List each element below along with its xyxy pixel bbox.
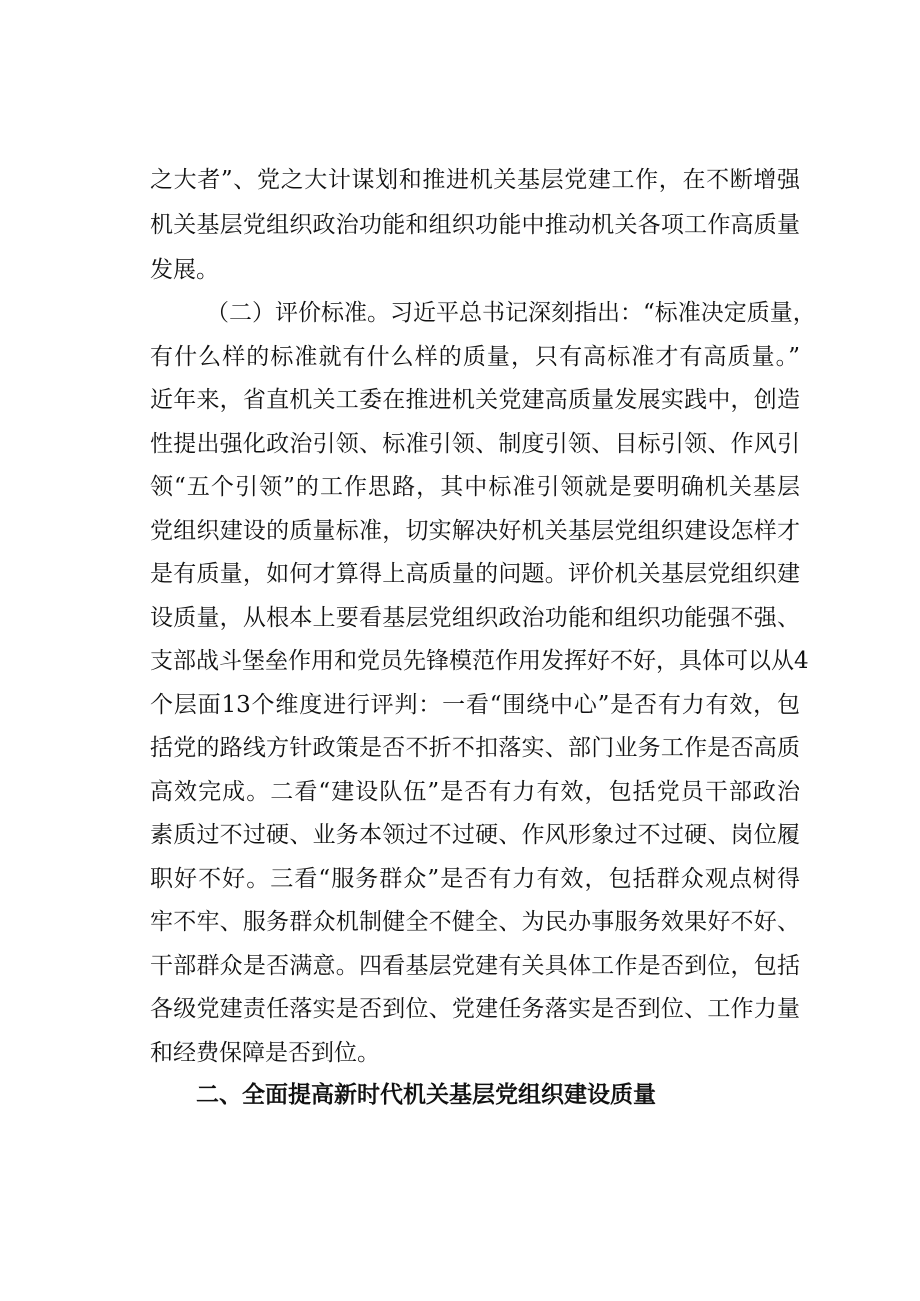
para1-line-2: 机关基层党组织政治功能和组织功能中推动机关各项工作高质量 bbox=[150, 212, 800, 238]
para2-line-3: 近年来，省直机关工委在推进机关党建高质量发展实践中，创造 bbox=[150, 387, 800, 413]
para2-line-4: 性提出强化政治引领、标准引领、制度引领、目标引领、作风引 bbox=[150, 431, 800, 457]
para2-line-1: （二）评价标准。习近平总书记深刻指出：“标准决定质量， bbox=[206, 300, 816, 326]
para1-line-3: 发展。 bbox=[150, 257, 219, 283]
para2-line-7: 是有质量，如何才算得上高质量的问题。评价机关基层党组织建 bbox=[150, 561, 800, 587]
para2-line-10: 个层面13个维度进行评判：一看“围绕中心”是否有力有效，包 bbox=[150, 692, 800, 718]
para2-line-6: 党组织建设的质量标准，切实解决好机关基层党组织建设怎样才 bbox=[150, 518, 800, 544]
para2-line-2: 有什么样的标准就有什么样的质量，只有高标准才有高质量。” bbox=[150, 344, 800, 370]
para2-line-9: 支部战斗堡垒作用和党员先锋模范作用发挥好不好，具体可以从4 bbox=[150, 648, 809, 674]
para2-line-16: 干部群众是否满意。四看基层党建有关具体工作是否到位，包括 bbox=[150, 953, 800, 979]
para2-line-14: 职好不好。三看“服务群众”是否有力有效，包括群众观点树得 bbox=[150, 866, 800, 892]
para1-line-1: 之大者”、党之大计谋划和推进机关基层党建工作，在不断增强 bbox=[150, 167, 800, 193]
para2-line-8: 设质量，从根本上要看基层党组织政治功能和组织功能强不强、 bbox=[150, 605, 800, 631]
para2-line-12: 高效完成。二看“建设队伍”是否有力有效，包括党员干部政治 bbox=[150, 779, 800, 805]
para2-line-13: 素质过不过硬、业务本领过不过硬、作风形象过不过硬、岗位履 bbox=[150, 822, 800, 848]
para2-line-11: 括党的路线方针政策是否不折不扣落实、部门业务工作是否高质 bbox=[150, 735, 800, 761]
section-heading: 二、全面提高新时代机关基层党组织建设质量 bbox=[196, 1082, 656, 1108]
para2-line-18: 和经费保障是否到位。 bbox=[150, 1040, 380, 1066]
para2-line-15: 牢不牢、服务群众机制健全不健全、为民办事服务效果好不好、 bbox=[150, 909, 800, 935]
para2-line-17: 各级党建责任落实是否到位、党建任务落实是否到位、工作力量 bbox=[150, 996, 800, 1022]
para2-line-5: 领“五个引领”的工作思路，其中标准引领就是要明确机关基层 bbox=[150, 474, 800, 500]
